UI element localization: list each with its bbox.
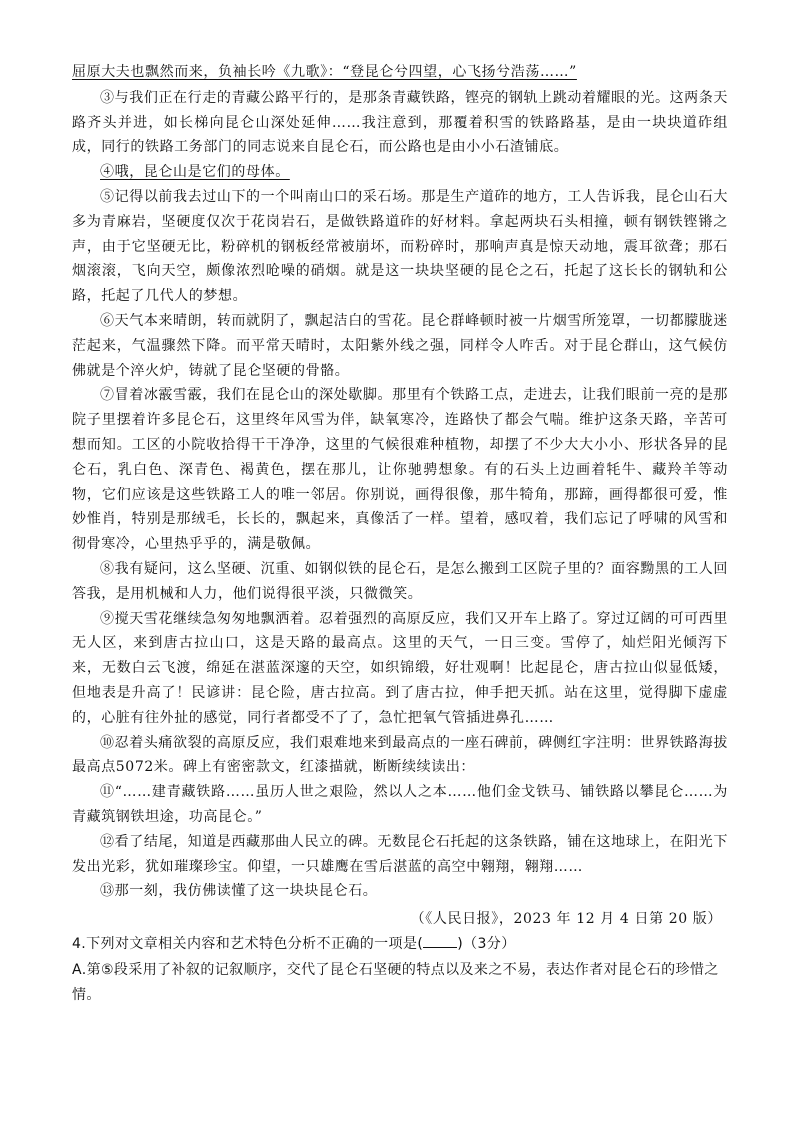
question-score: )（3分） (457, 935, 516, 952)
paragraph-7: ⑦冒着冰霰雪霰，我们在昆仑山的深处歇脚。那里有个铁路工点，走进去，让我们眼前一亮的是那院子里摆着许多昆仑石，这里终年风雪为伴，缺氧寒冷，连路快了都会气喘。维护这条天路，辛苦可想而知。工区的小院收拾得干干净净，这里的气候很难种植物，却摆了不少大大小小、形状各异的昆仑石，乳白色、深青色、褐黄色，摆在那儿，让你驰骋想象。有的石头上边画着牦牛、藏羚羊等动物，它们应该是这些铁路工人的唯一邻居。你别说，画得很像，那牛犄角，那蹄，画得都很可爱，惟妙惟肖，特别是那绒毛，长长的，飘起来，真像活了一样。望着，感叹着，我们忘记了呼啸的风雪和彻骨寒冷，心里热乎乎的，满是敬佩。 (72, 387, 728, 553)
paragraph-12: ⑫看了结尾，知道是西藏那曲人民立的碑。无数昆仑石托起的这条铁路，铺在这地球上，在阳光下发出光彩，犹如璀璨珍宝。仰望，一只雄鹰在雪后湛蓝的高空中翱翔，翱翔…… (72, 833, 728, 875)
paragraph-3: ③与我们正在行走的青藏公路平行的，是那条青藏铁路，铿亮的钢轨上跳动着耀眼的光。这两条天路齐头并进，如长梯向昆仑山深处延伸……我注意到，那覆着积雪的铁路路基，是由一块块道砟组成，同行的铁路工务部门的同志说来自昆仑石，而公路也是由小小石渣铺底。 (72, 89, 728, 156)
question-4-stem (72, 932, 728, 957)
question-stem-text: 4.下列对文章相关内容和艺术特色分析不正确的一项是( (72, 935, 424, 952)
paragraph-5: ⑤记得以前我去过山下的一个叫南山口的采石场。那是生产道砟的地方，工人告诉我，昆仑山石大多为青麻岩，坚硬度仅次于花岗岩石，是做铁路道砟的好材料。拿起两块石头相撞，顿有钢铁铿锵之声，由于它坚硬无比，粉碎机的钢板经常被崩坏，而粉碎时，那响声真是惊天动地，震耳欲聋；那石烟滚滚，飞向天空，颇像浓烈呛噪的硝烟。就是这一块块坚硬的昆仑之石，托起了这长长的钢轨和公路，托起了几代人的梦想。 (72, 188, 728, 305)
article-source: （《人民日报》，2023 年 12 月 4 日第 20 版） (410, 911, 722, 928)
paragraph-9: ⑨搅天雪花继续急匆匆地飘洒着。忍着强烈的高原反应，我们又开车上路了。穿过辽阔的可可西里无人区，来到唐古拉山口，这是天路的最高点。这里的天气，一日三变。雪停了，灿烂阳光倾泻下来，无数白云飞渡，绵延在湛蓝深邃的天空，如织锦缎，好壮观啊！比起昆仑，唐古拉山似显低矮，但地表是升高了！民谚讲：昆仑险，唐古拉高。到了唐古拉，伸手把天抓。站在这里，觉得脚下虚虚的，心脏有往外扯的感觉，同行者都受不了了，急忙把氧气管插进鼻孔…… (72, 610, 728, 726)
paragraph-13: ⑬那一刻，我仿佛读懂了这一块块昆仑石。 (100, 883, 378, 900)
answer-blank[interactable] (423, 947, 457, 948)
paragraph-8: ⑧我有疑问，这么坚硬、沉重、如钢似铁的昆仑石，是怎么搬到工区院子里的？面容黝黑的工人回答我，是用机械和人力，他们说得很平淡，只微微笑。 (72, 560, 728, 602)
paragraph-intro-line: 屈原大夫也飘然而来，负袖长吟《九歌》：“登昆仑兮四望，心飞扬兮浩荡……” (72, 64, 577, 80)
paragraph-11: ⑪“……建青藏铁路……虽历人世之艰险，然以人之本……他们金戈铁马、铺铁路以攀昆仑……为青藏筑钢铁坦途，功高昆仑。” (72, 784, 728, 825)
option-a: A.第⑤段采用了补叙的记叙顺序，交代了昆仑石坚硬的特点以及来之不易，表达作者对昆仑石的珍惜之情。 (72, 961, 719, 1003)
paragraph-4: ④哦，昆仑山是它们的母体。 (100, 164, 290, 181)
paragraph-6: ⑥天气本来晴朗，转而就阴了，飘起洁白的雪花。昆仑群峰顿时被一片烟雪所笼罩，一切都朦胧迷茫起来，气温骤然下降。而平常天晴时，太阳紫外线之强，同样令人咋舌。对于昆仑群山，这气候仿佛就是个淬火炉，铸就了昆仑坚硬的骨骼。 (72, 312, 728, 379)
paragraph-10: ⑩忍着头痛欲裂的高原反应，我们艰难地来到最高点的一座石碑前，碑侧红字注明：世界铁路海拔最高点5072米。碑上有密密款文，红漆描就，断断续续读出： (72, 734, 728, 776)
